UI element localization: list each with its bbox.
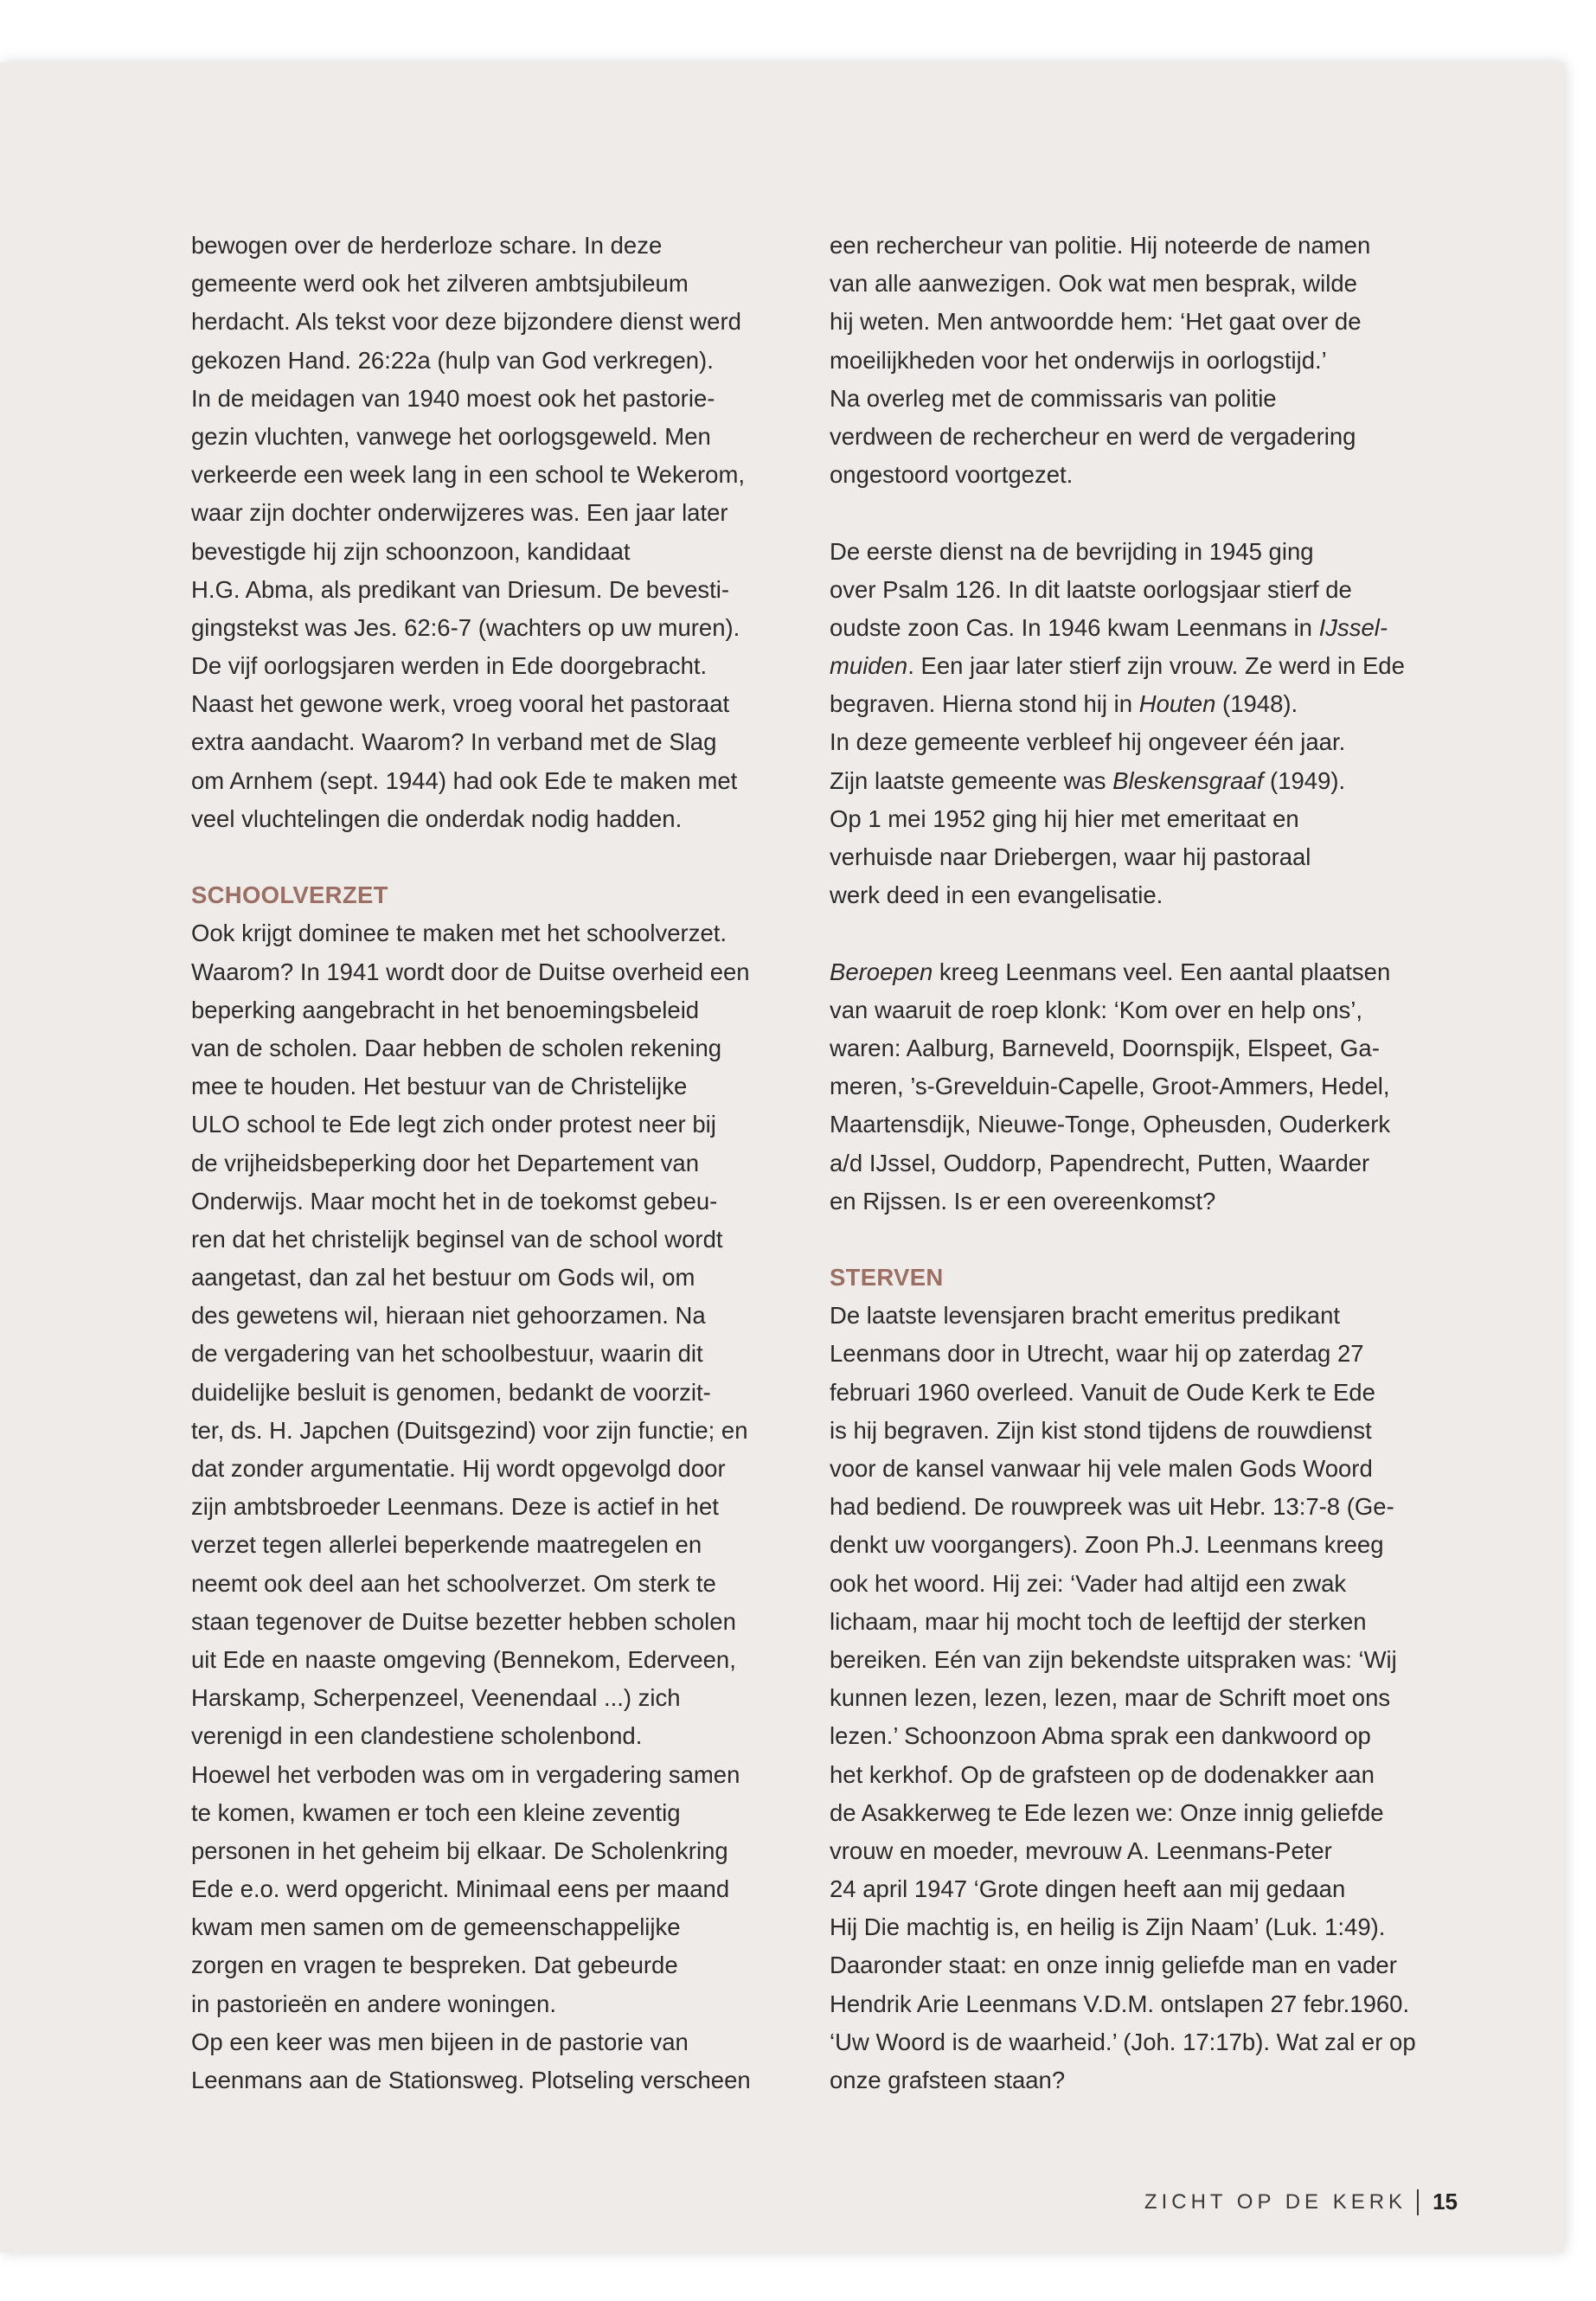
italic-place-name: IJssel- <box>1318 613 1388 641</box>
text-line: gemeente werd ook het zilveren ambtsjubileum <box>191 270 689 298</box>
text-line: ULO school te Ede legt zich onder protest neer bij <box>191 1111 716 1138</box>
text-line: vrouw en moeder, mevrouw A. Leenmans-Peter <box>830 1836 1332 1864</box>
text-line: duidelijke besluit is genomen, bedankt de voorzit- <box>191 1378 711 1406</box>
text-line: De vijf oorlogsjaren werden in Ede doorgebracht. <box>191 652 708 680</box>
text-line: zorgen en vragen te bespreken. Dat gebeurde <box>191 1952 678 1979</box>
text-line: lichaam, maar hij mocht toch de leeftijd der sterken <box>830 1607 1367 1635</box>
magazine-page <box>0 62 1564 2253</box>
text-line: in pastorieën en andere woningen. <box>191 1990 556 2017</box>
text-line: bevestigde hij zijn schoonzoon, kandidaat <box>191 537 631 565</box>
italic-place-name: Bleskensgraaf <box>1112 766 1264 794</box>
text-line: Onderwijs. Maar mocht het in de toekomst gebeu- <box>191 1187 718 1215</box>
text-line: neemt ook deel aan het schoolverzet. Om sterk te <box>191 1569 716 1597</box>
text-line: de Asakkerweg te Ede lezen we: Onze innig geliefde <box>830 1798 1384 1826</box>
text-line: veel vluchtelingen die onderdak nodig hadden. <box>191 804 683 832</box>
text-line: zijn ambtsbroeder Leenmans. Deze is actief in het <box>191 1493 719 1521</box>
text-line: verdween de rechercheur en werd de vergadering <box>830 422 1356 450</box>
text-line: dat zonder argumentatie. Hij wordt opgevolgd door <box>191 1455 726 1482</box>
text-line: personen in het geheim bij elkaar. De Scholenkring <box>191 1836 728 1864</box>
text-line: des gewetens wil, hieraan niet gehoorzamen. Na <box>191 1302 706 1330</box>
text-line: De eerste dienst na de bevrijding in 1945 ging <box>830 537 1314 565</box>
text-run: Zijn laatste gemeente was <box>830 766 1113 794</box>
text-line: a/d IJssel, Ouddorp, Papendrecht, Putten, Waarder <box>830 1149 1370 1176</box>
text-line: aangetast, dan zal het bestuur om Gods wil, om <box>191 1264 695 1292</box>
text-line: ongestoord voortgezet. <box>830 461 1074 489</box>
text-run: kreeg Leenmans veel. Een aantal plaatsen <box>933 958 1391 985</box>
text-line: te komen, kwamen er toch een kleine zeventig <box>191 1798 681 1826</box>
text-line: In de meidagen van 1940 moest ook het pastorie- <box>191 384 715 412</box>
text-line: werk deed in een evangelisatie. <box>830 881 1163 909</box>
text-line: voor de kansel vanwaar hij vele malen Gods Woord <box>830 1455 1373 1482</box>
text-line: ‘Uw Woord is de waarheid.’ (Joh. 17:17b). Wat zal er op <box>830 2028 1416 2055</box>
text-line: In deze gemeente verbleef hij ongeveer één jaar. <box>830 728 1346 756</box>
text-line: Na overleg met de commissaris van politie <box>830 384 1277 412</box>
text-line: over Psalm 126. In dit laatste oorlogsjaar stierf de <box>830 575 1352 603</box>
text-line: waar zijn dochter onderwijzeres was. Een jaar later <box>191 499 728 527</box>
text-run: begraven. Hierna stond hij in <box>830 690 1139 718</box>
text-line: herdacht. Als tekst voor deze bijzondere dienst werd <box>191 308 741 336</box>
text-line: H.G. Abma, als predikant van Driesum. De bevesti- <box>191 575 730 603</box>
right-column <box>830 227 1435 2099</box>
text-line: kwam men samen om de gemeenschappelijke <box>191 1913 681 1941</box>
text-line: staan tegenover de Duitse bezetter hebben scholen <box>191 1607 736 1635</box>
text-line: Maartensdijk, Nieuwe-Tonge, Opheusden, Ouderkerk <box>830 1111 1391 1138</box>
italic-place-name: Houten <box>1138 690 1216 718</box>
text-line: februari 1960 overleed. Vanuit de Oude Kerk te Ede <box>830 1378 1375 1406</box>
italic-term: Beroepen <box>830 958 933 985</box>
text-line: Ook krijgt dominee te maken met het schoolverzet. <box>191 920 727 947</box>
text-line: gezin vluchten, vanwege het oorlogsgeweld. Men <box>191 422 711 450</box>
text-line: verkeerde een week lang in een school te Wekerom, <box>191 461 745 489</box>
text-line: onze grafsteen staan? <box>830 2067 1066 2093</box>
text-line: De laatste levensjaren bracht emeritus predikant <box>830 1302 1341 1330</box>
text-line: ook het woord. Hij zei: ‘Vader had altijd een zwak <box>830 1569 1347 1597</box>
text-line: beperking aangebracht in het benoemingsbeleid <box>191 996 700 1023</box>
text-line: extra aandacht. Waarom? In verband met de Slag <box>191 728 717 756</box>
text-line: denkt uw voorgangers). Zoon Ph.J. Leenmans kreeg <box>830 1531 1384 1559</box>
text-line: Harskamp, Scherpenzeel, Veenendaal ...) zich <box>191 1684 681 1712</box>
text-line: 24 april 1947 ‘Grote dingen heeft aan mij gedaan <box>830 1875 1346 1903</box>
text-line: verhuisde naar Driebergen, waar hij pastoraal <box>830 843 1311 870</box>
text-line <box>830 762 1435 800</box>
text-run: oudste zoon Cas. In 1946 kwam Leenmans in <box>830 613 1319 641</box>
text-line: en Rijssen. Is er een overeenkomst? <box>830 1187 1216 1215</box>
text-line: gekozen Hand. 26:22a (hulp van God verkregen). <box>191 346 714 374</box>
text-line: moeilijkheden voor het onderwijs in oorlogstijd.’ <box>830 346 1327 374</box>
text-line: mee te houden. Het bestuur van de Christelijke <box>191 1073 688 1100</box>
text-line <box>830 609 1435 647</box>
text-line: Daaronder staat: en onze innig geliefde man en vader <box>830 1952 1397 1979</box>
text-line: ter, ds. H. Japchen (Duitsgezind) voor zijn functie; en <box>191 1416 748 1444</box>
text-line: gingstekst was Jes. 62:6-7 (wachters op uw muren). <box>191 613 740 641</box>
text-line: Ede e.o. werd opgericht. Minimaal eens per maand <box>191 1875 730 1903</box>
text-line: van alle aanwezigen. Ook wat men besprak, wilde <box>830 270 1357 298</box>
text-line: het kerkhof. Op de grafsteen op de dodenakker aan <box>830 1760 1375 1788</box>
text-line: Leenmans door in Utrecht, waar hij op zaterdag 27 <box>830 1340 1364 1368</box>
left-column <box>191 227 797 2099</box>
text-line <box>830 685 1435 723</box>
text-line: Op een keer was men bijeen in de pastorie van <box>191 2028 689 2055</box>
page-footer <box>1144 2189 1458 2215</box>
text-line <box>830 953 1435 991</box>
text-line: Leenmans aan de Stationsweg. Plotseling verscheen <box>191 2067 751 2093</box>
text-line: Waarom? In 1941 wordt door de Duitse overheid een <box>191 958 750 985</box>
text-run: (1948). <box>1215 690 1298 718</box>
text-line: ren dat het christelijk beginsel van de school wordt <box>191 1225 723 1253</box>
text-line: uit Ede en naaste omgeving (Bennekom, Ederveen, <box>191 1645 736 1673</box>
text-line: van waaruit de roep klonk: ‘Kom over en help ons’, <box>830 996 1363 1023</box>
text-line: Hendrik Arie Leenmans V.D.M. ontslapen 27 febr.1960. <box>830 1990 1410 2017</box>
text-line: had bediend. De rouwpreek was uit Hebr. 13:7-8 (Ge- <box>830 1493 1394 1521</box>
text-line: om Arnhem (sept. 1944) had ook Ede te maken met <box>191 766 738 794</box>
footer-divider <box>1417 2189 1419 2215</box>
page-number: 15 <box>1433 2189 1458 2214</box>
magazine-title: ZICHT OP DE KERK <box>1144 2189 1407 2214</box>
text-line: bewogen over de herderloze schare. In deze <box>191 232 663 259</box>
text-line: Op 1 mei 1952 ging hij hier met emeritaat en <box>830 804 1299 832</box>
text-line <box>830 647 1435 685</box>
text-line: hij weten. Men antwoordde hem: ‘Het gaat over de <box>830 308 1362 336</box>
section-heading-schoolverzet: SCHOOLVERZET <box>191 881 388 909</box>
text-run: (1949). <box>1263 766 1346 794</box>
text-line: meren, ’s-Grevelduin-Capelle, Groot-Ammers, Hedel, <box>830 1073 1390 1100</box>
text-line: de vrijheidsbeperking door het Departement van <box>191 1149 700 1176</box>
italic-place-name: muiden <box>830 652 908 680</box>
text-line: een rechercheur van politie. Hij noteerde de namen <box>830 232 1371 259</box>
text-line: kunnen lezen, lezen, lezen, maar de Schrift moet ons <box>830 1684 1391 1712</box>
text-run: . Een jaar later stierf zijn vrouw. Ze werd in Ede <box>907 652 1405 680</box>
text-line: verenigd in een clandestiene scholenbond. <box>191 1722 643 1750</box>
text-line: Hij Die machtig is, en heilig is Zijn Naam’ (Luk. 1:49). <box>830 1913 1386 1941</box>
text-line: Hoewel het verboden was om in vergadering samen <box>191 1760 740 1788</box>
text-line: is hij begraven. Zijn kist stond tijdens de rouwdienst <box>830 1416 1372 1444</box>
text-line: bereiken. Eén van zijn bekendste uitspraken was: ‘Wij <box>830 1645 1397 1673</box>
text-line: van de scholen. Daar hebben de scholen rekening <box>191 1034 722 1061</box>
text-line: de vergadering van het schoolbestuur, waarin dit <box>191 1340 703 1368</box>
text-line: verzet tegen allerlei beperkende maatregelen en <box>191 1531 702 1559</box>
text-line: lezen.’ Schoonzoon Abma sprak een dankwoord op <box>830 1722 1371 1750</box>
section-heading-sterven: STERVEN <box>830 1264 944 1292</box>
text-line: waren: Aalburg, Barneveld, Doornspijk, Elspeet, Ga- <box>830 1034 1380 1061</box>
text-line: Naast het gewone werk, vroeg vooral het pastoraat <box>191 690 730 718</box>
